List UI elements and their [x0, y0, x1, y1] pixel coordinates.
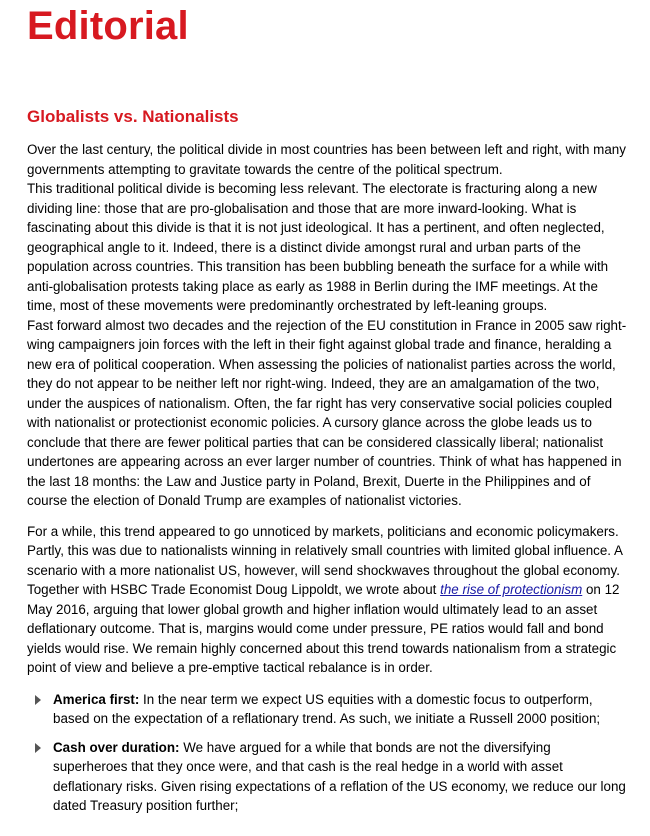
bullet-label: America first: [53, 691, 140, 707]
rise-of-protectionism-link[interactable]: the rise of protectionism [440, 582, 583, 597]
section-title: Editorial [27, 4, 189, 48]
list-item [27, 738, 627, 816]
paragraph-4 [27, 522, 627, 678]
article-body [27, 140, 627, 825]
article-heading: Globalists vs. Nationalists [27, 107, 239, 126]
paragraph-1: Over the last century, the political divide in most countries has been between left and right, with many governments attempting to gravitate towards the centre of the political spectrum. [27, 142, 626, 177]
recommendation-list [27, 690, 627, 816]
triangle-bullet-icon [35, 695, 41, 705]
bullet-label: Cash over duration: [53, 739, 180, 755]
paragraph-3: Fast forward almost two decades and the rejection of the EU constitution in France in 2005 saw right-wing campaigners join forces with the left in their fight against global trade and finance, heralding a new era of political cooperation. When assessing the policies of nationalist parties across the world, they do not appear to be neither left nor right-wing. Indeed, they are an amalgamation of the two, under the auspices of nationalism. Often, the far right has very conservative social policies coupled with nationalist or protectionist economic policies. A cursory glance across the globe leads us to conclude that there are fewer political parties that can be considered classically liberal; nationalist undertones are appearing across an ever larger number of countries. Think of what has happened in the last 18 months: the Law and Justice party in Poland, Brexit, Duerte in the Philippines and of course the election of Donald Trump are examples of nationalist victories. [27, 317, 627, 508]
bullet-text: In the near term we expect US equities with a domestic focus to outperform, based on the expectation of a reflationary trend. As such, we initiate a Russell 2000 position; [53, 691, 601, 726]
list-item [27, 690, 627, 729]
triangle-bullet-icon [35, 743, 41, 753]
paragraph-2: This traditional political divide is becoming less relevant. The electorate is fracturing along a new dividing line: those that are pro-globalisation and those that are more inward-looking. What is fascinating about this divide is that it is not just ideological. It has a pertinent, and often neglected, geographical angle to it. Indeed, there is a distinct divide amongst rural and urban parts of the population across countries. This transition has been bubbling beneath the surface for a while with anti-globalisation protests taking place as early as 1988 in Berlin during the IMF meetings. At the time, most of these movements were predominantly orchestrated by left-leaning groups. [27, 181, 609, 313]
paragraph-4-after: on 12 May 2016, arguing that lower global growth and higher inflation would ultimately lead to an asset deflationary outcome. That is, margins would come under pressure, PE ratios would fall and bond yields would rise. We remain highly concerned about this trend towards nationalism from a strategic point of view and believe a pre-emptive tactical rebalance is in order. [27, 582, 620, 675]
bullet-text: We have argued for a while that bonds are not the diversifying superheroes that they once were, and that cash is the real hedge in a world with asset deflationary risks. Given rising expectations of a reflation of the US economy, we reduce our long dated Treasury position further; [53, 739, 626, 813]
paragraph-4-before: For a while, this trend appeared to go unnoticed by markets, politicians and economic policymakers. Partly, this was due to nationalists winning in relatively small countries with limited global influence. A scenario with a more nationalist US, however, will send shockwaves throughout the global economy. Together with HSBC Trade Economist Doug Lippoldt, we wrote about [27, 523, 623, 597]
